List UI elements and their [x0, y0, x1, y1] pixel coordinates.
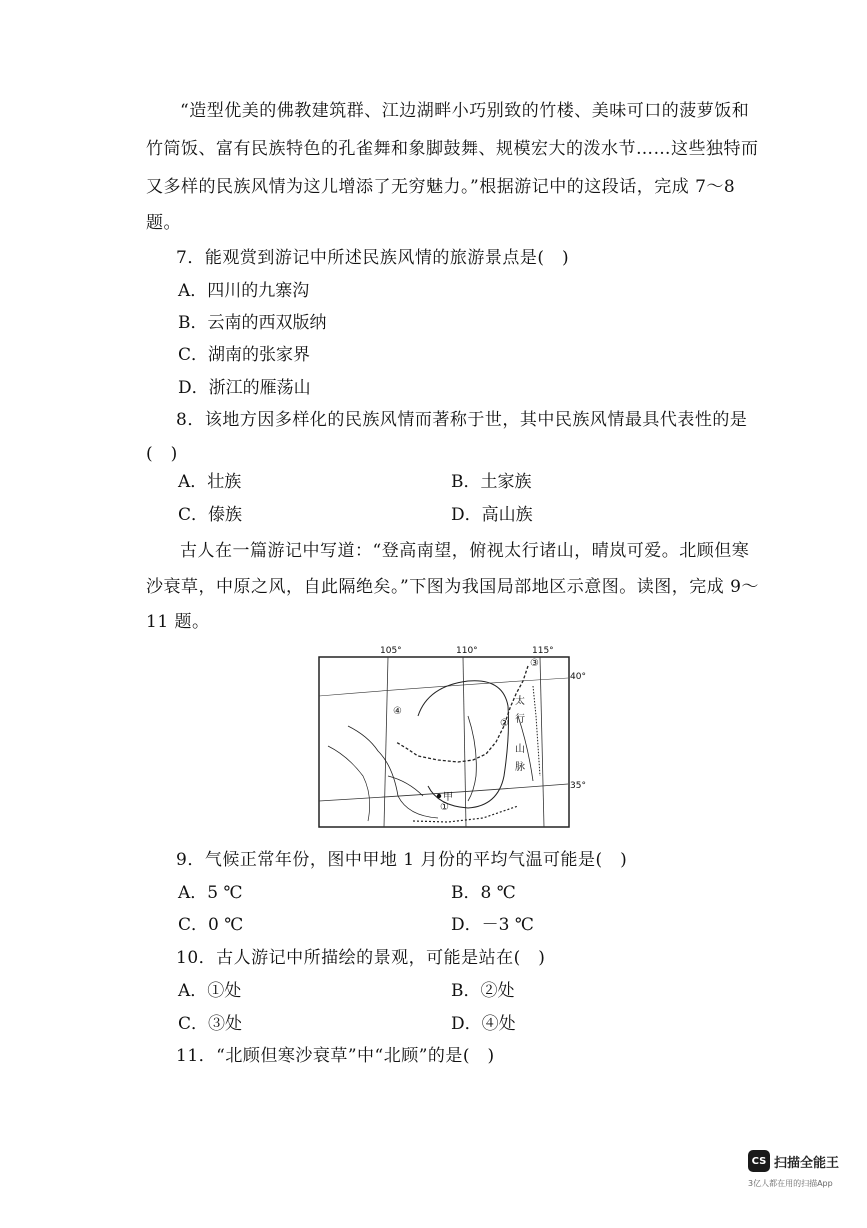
q10-option-d: D．④处: [451, 1014, 516, 1034]
q10-option-c: C．③处: [178, 1014, 243, 1034]
q8-option-b: B．土家族: [451, 472, 532, 492]
q7-option-b: B．云南的西双版纳: [178, 313, 327, 333]
q9-option-c: C．0 ℃: [178, 915, 244, 935]
q9-option-d: D．－3 ℃: [451, 915, 534, 935]
map-marker-4: ④: [393, 706, 402, 717]
q8-stem-line1: 8．该地方因多样化的民族风情而著称于世，其中民族风情最具代表性的是: [176, 410, 748, 430]
passage1-line3: 又多样的民族风情为这儿增添了无穷魅力。”根据游记中的这段话，完成 7～8: [146, 177, 736, 197]
q9-stem: 9．气候正常年份，图中甲地 1 月份的平均气温可能是( ): [176, 850, 628, 870]
passage2-line2: 沙衰草，中原之风，自此隔绝矣。”下图为我国局部地区示意图。读图，完成 9～: [146, 577, 759, 597]
q8-stem-line2: ( ): [146, 444, 178, 464]
watermark-tagline: 3亿人都在用的扫描App: [748, 1179, 833, 1188]
map-label-shan: 山: [515, 744, 525, 755]
region-map: [318, 646, 586, 828]
q9-option-a: A．5 ℃: [178, 883, 243, 903]
q8-option-d: D．高山族: [451, 505, 533, 525]
map-marker-3: ③: [530, 658, 539, 669]
longitude-label-105: 105°: [380, 646, 402, 656]
passage1-line2: 竹筒饭、富有民族特色的孔雀舞和象脚鼓舞、规模宏大的泼水节……这些独特而: [146, 139, 759, 159]
map-label-mai: 脉: [515, 762, 525, 773]
q10-option-a: A．①处: [178, 981, 242, 1001]
longitude-label-115: 115°: [532, 646, 554, 656]
q10-option-b: B．②处: [451, 981, 515, 1001]
passage2-line3: 11 题。: [146, 612, 210, 632]
map-label-tai: 太: [515, 696, 525, 707]
map-marker-2: ②: [500, 718, 509, 729]
q7-option-d: D．浙江的雁荡山: [178, 378, 311, 398]
q7-stem: 7．能观赏到游记中所述民族风情的旅游景点是( ): [176, 248, 570, 268]
camscanner-logo-icon: CS: [748, 1150, 770, 1172]
q9-option-b: B．8 ℃: [451, 883, 516, 903]
q7-option-a: A．四川的九寨沟: [178, 281, 310, 301]
scanner-watermark: [748, 1150, 858, 1220]
map-label-hang: 行: [515, 714, 525, 725]
q7-option-c: C．湖南的张家界: [178, 345, 311, 365]
passage1-line1: “造型优美的佛教建筑群、江边湖畔小巧别致的竹楼、美味可口的菠萝饭和: [180, 101, 750, 121]
passage1-line4: 题。: [146, 213, 181, 233]
latitude-label-40: 40°: [570, 672, 586, 682]
map-marker-1: ①: [440, 802, 449, 813]
q11-stem: 11．“北顾但寒沙衰草”中“北顾”的是( ): [176, 1046, 495, 1066]
watermark-app-name: 扫描全能王: [774, 1156, 840, 1171]
latitude-label-35: 35°: [570, 781, 586, 791]
map-label-jia: 甲: [443, 792, 453, 803]
longitude-label-110: 110°: [456, 646, 478, 656]
q8-option-c: C．傣族: [178, 505, 243, 525]
passage2-line1: 古人在一篇游记中写道：“登高南望，俯视太行诸山，晴岚可爱。北顾但寒: [180, 541, 750, 561]
q10-stem: 10．古人游记中所描绘的景观，可能是站在( ): [176, 948, 546, 968]
q8-option-a: A．壮族: [178, 472, 242, 492]
